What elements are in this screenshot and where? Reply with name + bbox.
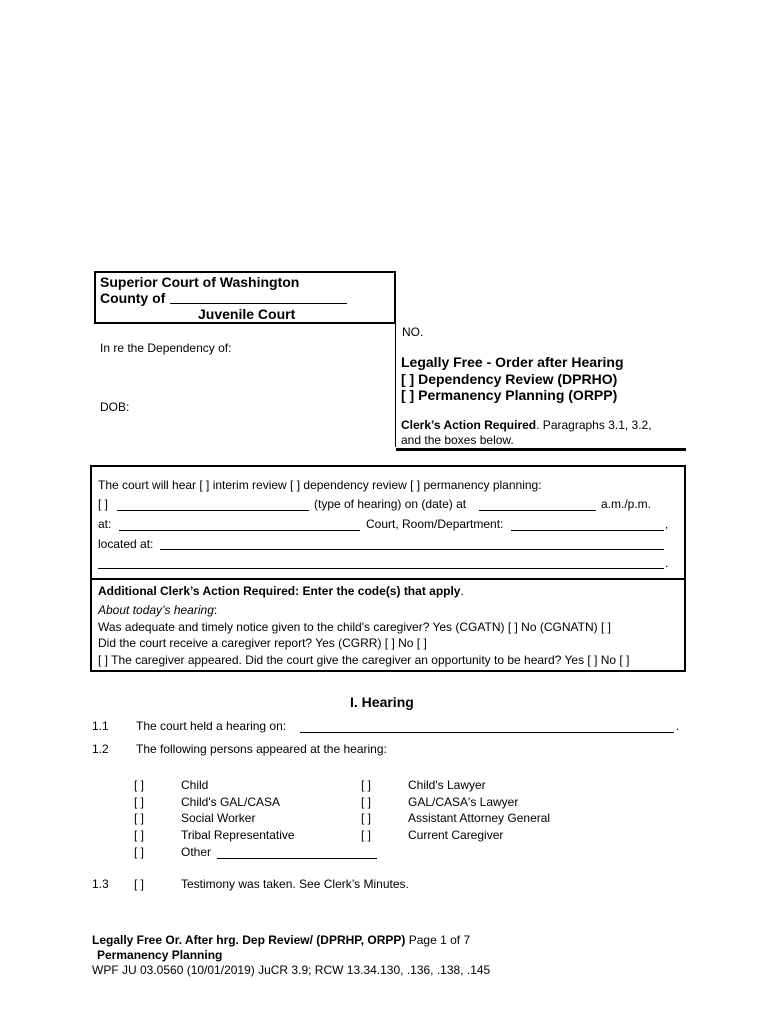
footer-title-bold: Legally Free Or. After hrg. Dep Review/ (DPRHP, ORPP) (92, 933, 406, 947)
attendee-other: Other (181, 845, 212, 859)
para-1-3-number: 1.3 (92, 877, 109, 891)
dob-label: DOB: (100, 400, 130, 414)
attendee-gal-casa: Child's GAL/CASA (181, 795, 280, 809)
footer-subtitle: Permanency Planning (97, 948, 223, 962)
ampm-label: a.m./p.m. (601, 497, 652, 511)
county-blank[interactable] (170, 303, 347, 304)
footer-form-citation: WPF JU 03.0560 (10/01/2019) JuCR 3.9; RCW 13.34.130, .136, .138, .145 (92, 963, 491, 977)
hearing-date-blank[interactable] (300, 732, 674, 733)
attendee-tribal-rep: Tribal Representative (181, 828, 295, 842)
attendee-childs-lawyer: Child's Lawyer (408, 778, 486, 792)
attendee-aag: Assistant Attorney General (408, 811, 551, 825)
caption-divider (395, 271, 396, 447)
para-1-2-text: The following persons appeared at the hearing: (136, 742, 387, 756)
clerk-action-note (401, 418, 652, 432)
notice-checkbox[interactable]: [ ] (98, 497, 109, 511)
court-room-label: Court, Room/Department: (366, 517, 504, 531)
checkbox-gal-casa[interactable]: [ ] (134, 795, 145, 809)
type-of-hearing-label: (type of hearing) on (date) at (314, 497, 467, 511)
checkbox-childs-lawyer[interactable]: [ ] (361, 778, 372, 792)
court-type: Juvenile Court (198, 306, 296, 322)
checkbox-current-caregiver[interactable]: [ ] (361, 828, 372, 842)
about-today-colon: : (213, 603, 218, 617)
notice-line-hearing-types: The court will hear [ ] interim review [ ] dependency review [ ] permanency planning: (98, 478, 542, 492)
court-location-blank[interactable] (119, 530, 360, 531)
additional-clerk-period: . (460, 584, 464, 598)
hearing-time-blank[interactable] (479, 510, 596, 511)
case-number-label: NO. (402, 325, 424, 339)
additional-clerk-bold: Additional Clerk’s Action Required: Enter the code(s) that apply (98, 584, 461, 598)
clerk-action-line2: and the boxes below. (401, 433, 514, 447)
caregiver-report-question[interactable]: Did the court receive a caregiver report? Yes (CGRR) [ ] No [ ] (98, 636, 427, 650)
attendee-current-caregiver: Current Caregiver (408, 828, 504, 842)
county-label: County of (100, 290, 166, 306)
room-department-blank[interactable] (511, 530, 664, 531)
type-of-hearing-blank[interactable] (117, 510, 309, 511)
checkbox-aag[interactable]: [ ] (361, 811, 372, 825)
attendee-child: Child (181, 778, 209, 792)
about-today-italic: About today’s hearing (98, 603, 214, 617)
para-1-1-text: The court held a hearing on: (136, 719, 287, 733)
other-attendee-blank[interactable] (217, 858, 377, 859)
document-title: Legally Free - Order after Hearing (401, 354, 624, 370)
para-1-1-number: 1.1 (92, 719, 109, 733)
attendee-social-worker: Social Worker (181, 811, 256, 825)
address-period: . (665, 556, 669, 570)
clerk-action-bold: Clerk’s Action Required (401, 418, 537, 432)
checkbox-testimony[interactable]: [ ] (134, 877, 145, 891)
address-blank-2[interactable] (98, 568, 664, 569)
para-1-1-period: . (676, 719, 680, 733)
at-label: at: (98, 517, 112, 531)
clerk-action-rest: . Paragraphs 3.1, 3.2, (536, 418, 652, 432)
in-re-label: In re the Dependency of: (100, 341, 232, 355)
option-dependency-review[interactable]: [ ] Dependency Review (DPRHO) (401, 371, 618, 387)
additional-clerk-action (98, 584, 464, 598)
para-1-3-text: Testimony was taken. See Clerk’s Minutes. (181, 877, 409, 891)
checkbox-gal-lawyer[interactable]: [ ] (361, 795, 372, 809)
checkbox-social-worker[interactable]: [ ] (134, 811, 145, 825)
room-comma: , (665, 517, 669, 531)
notice-question[interactable]: Was adequate and timely notice given to the child's caregiver? Yes (CGATN) [ ] No (CGNATN) [ ] (98, 620, 611, 634)
notice-box-divider (90, 578, 686, 580)
about-today-heading (98, 603, 217, 617)
court-name: Superior Court of Washington (100, 274, 300, 290)
address-blank-1[interactable] (160, 549, 664, 550)
checkbox-child[interactable]: [ ] (134, 778, 145, 792)
footer-form-title (92, 933, 470, 947)
located-at-label: located at: (98, 537, 154, 551)
footer-page-number: Page 1 of 7 (405, 933, 471, 947)
caregiver-appeared-question[interactable]: [ ] The caregiver appeared. Did the court give the caregiver an opportunity to be heard? Yes [ ] No [ ] (98, 653, 630, 667)
checkbox-other[interactable]: [ ] (134, 845, 145, 859)
option-permanency-planning[interactable]: [ ] Permanency Planning (ORPP) (401, 387, 618, 403)
checkbox-tribal-rep[interactable]: [ ] (134, 828, 145, 842)
attendee-gal-lawyer: GAL/CASA's Lawyer (408, 795, 519, 809)
para-1-2-number: 1.2 (92, 742, 109, 756)
section-heading-hearing: I. Hearing (350, 694, 414, 710)
caption-bottom-rule (396, 448, 686, 451)
